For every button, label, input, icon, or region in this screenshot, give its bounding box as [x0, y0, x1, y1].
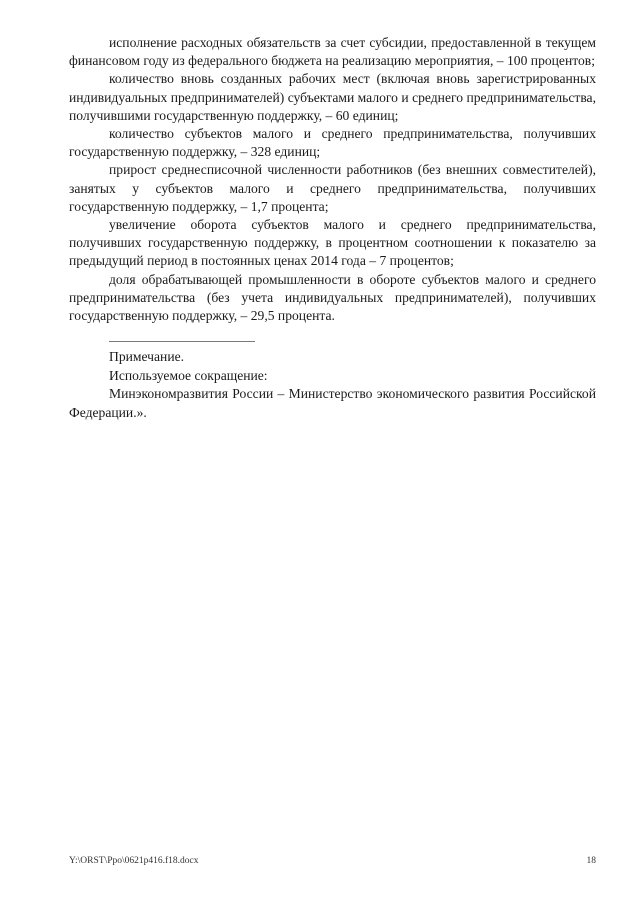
footer-page-number: 18 [586, 856, 596, 866]
paragraph-headcount-growth: прирост среднесписочной численности работников (без внешних совместителей), занятых у субъектов малого и среднего предпринимательства, получивших государственную поддержку, – 1,7 процента; [69, 162, 596, 214]
note-separator-line [109, 341, 255, 342]
paragraph-new-jobs: количество вновь созданных рабочих мест (включая вновь зарегистрированных индивидуальных предпринимателей) субъектами малого и среднего предпринимательства, получившими государственную поддержку, – 60 единиц; [69, 71, 596, 123]
note-block [69, 348, 596, 422]
note-subtitle: Используемое сокращение: [109, 367, 268, 383]
paragraph-subsidy-execution: исполнение расходных обязательств за счет субсидии, предоставленной в текущем финансовом году из федерального бюджета на реализацию мероприятия, – 100 процентов; [69, 35, 596, 69]
note-title: Примечание. [109, 349, 185, 365]
paragraph-manufacturing-share: доля обрабатывающей промышленности в обороте субъектов малого и среднего предпринимательства (без учета индивидуальных предпринимателей), получивших государственную поддержку, – 29,5 процента. [69, 271, 596, 324]
footer-file-path: Y:\ORST\Ppo\0621p416.f18.docx [69, 856, 199, 866]
document-page [69, 34, 596, 422]
paragraph-turnover-growth: увеличение оборота субъектов малого и среднего предпринимательства, получивших государственную поддержку, в процентном соотношении к показателю за предыдущий период в постоянных ценах 2014 года – 7 процентов; [69, 217, 596, 269]
paragraph-sme-count: количество субъектов малого и среднего предпринимательства, получивших государственную поддержку, – 328 единиц; [69, 126, 596, 160]
note-text: Минэкономразвития России – Министерство экономического развития Российской Федерации.». [69, 386, 596, 420]
